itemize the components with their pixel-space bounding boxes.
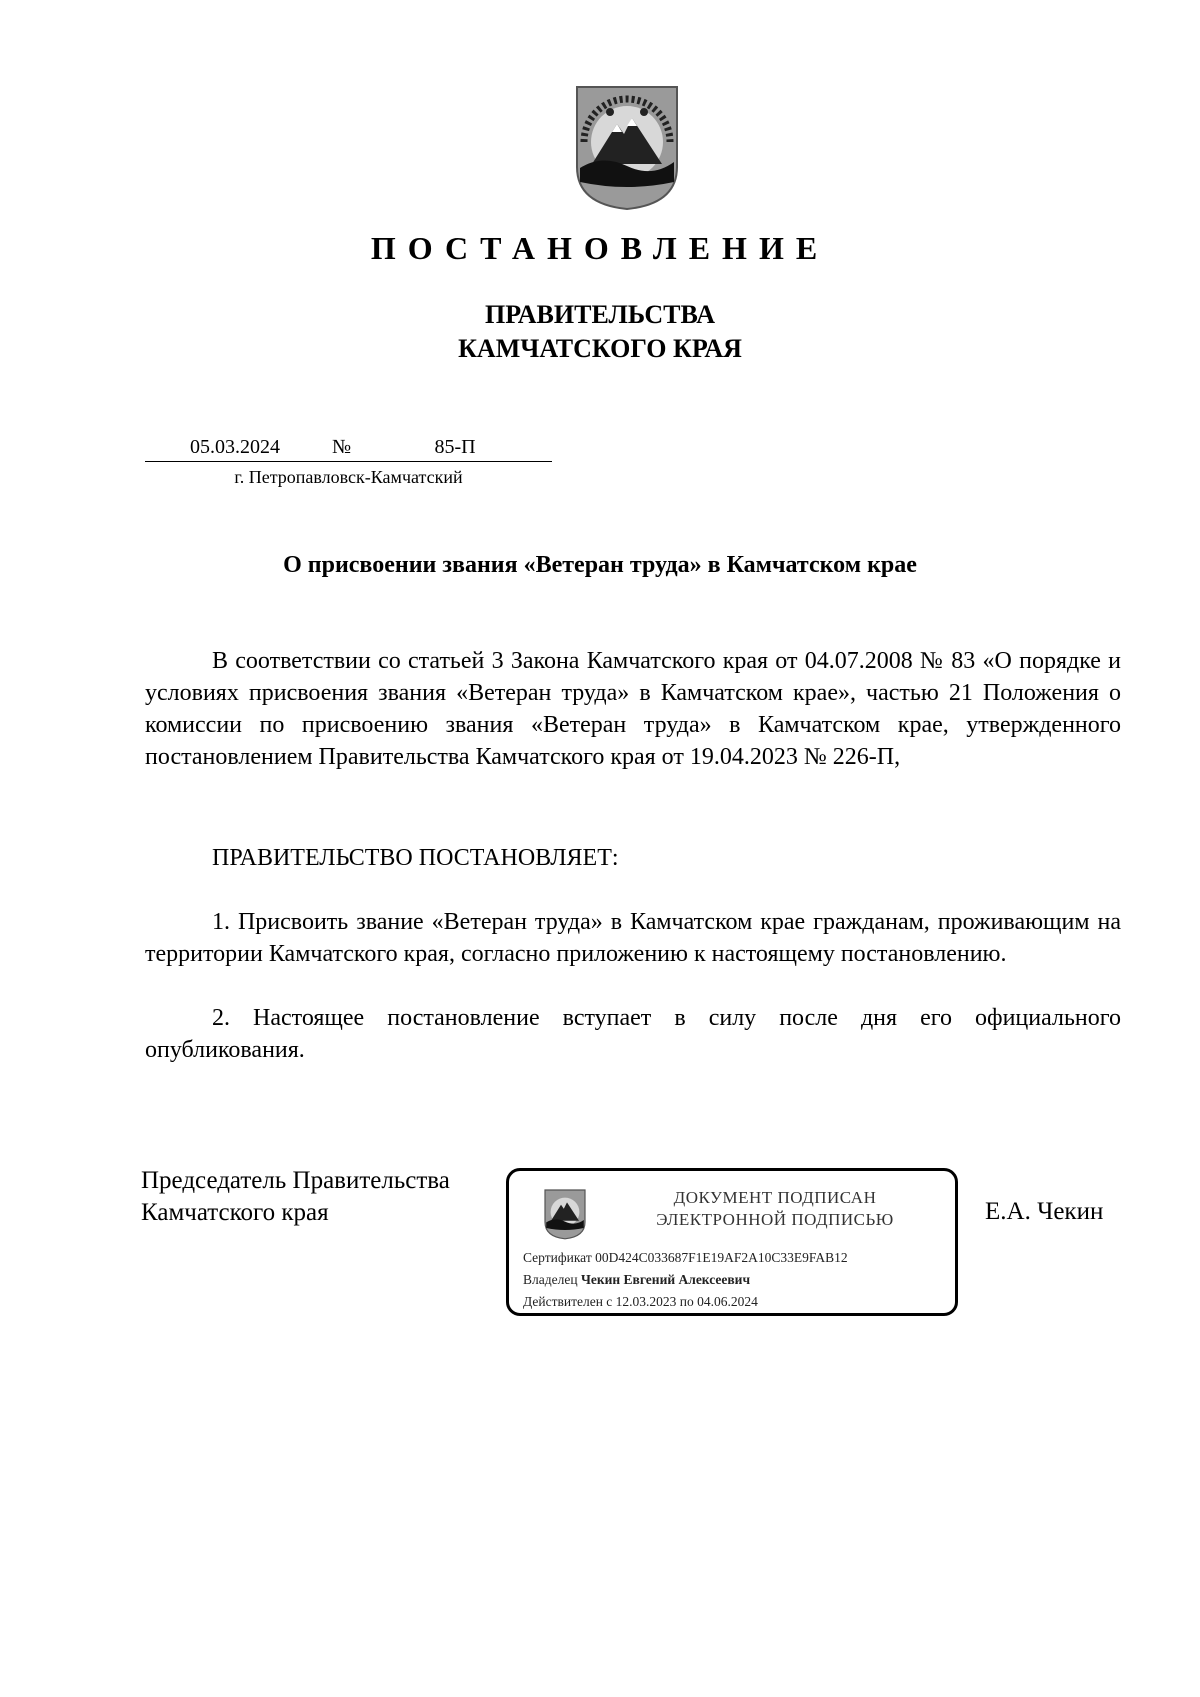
- stamp-validity: [523, 1293, 758, 1311]
- electronic-signature-stamp: [506, 1168, 958, 1316]
- preamble-paragraph: В соответствии со статьей 3 Закона Камчатского края от 04.07.2008 № 83 «О порядке и условиях присвоения звания «Ветеран труда» в Камчатском крае», частью 21 Положения о комиссии по присвоению звания «Ветеран труда» в Камчатском крае, утвержденного постановлением Правительства Камчатского края от 19.04.2023 № 226-П,: [145, 648, 1121, 770]
- signatory-position-line-2: Камчатского края: [141, 1199, 329, 1226]
- registration-number-label: №: [332, 436, 352, 458]
- issuer-line-2: КАМЧАТСКОГО КРАЯ: [458, 334, 742, 363]
- signatory-position-line-1: Председатель Правительства: [141, 1167, 450, 1194]
- resolution-item-1: 1. Присвоить звание «Ветеран труда» в Камчатском крае гражданам, проживающим на территории Камчатского края, согласно приложению к настоящему постановлению.: [145, 909, 1121, 967]
- owner-label: Владелец: [523, 1272, 578, 1287]
- resolution-item-2: 2. Настоящее постановление вступает в силу после дня его официального опубликования.: [145, 1005, 1121, 1063]
- certificate-value: 00D424C033687F1E19AF2A10C33E9FAB12: [595, 1250, 848, 1265]
- registration-underline: [145, 461, 552, 462]
- registration-date: 05.03.2024: [190, 436, 280, 458]
- valid-to-label: по: [679, 1294, 694, 1309]
- stamp-title: [605, 1187, 945, 1231]
- stamp-coat-of-arms-icon: [543, 1187, 587, 1241]
- valid-label: Действителен с: [523, 1294, 613, 1309]
- stamp-owner: [523, 1271, 750, 1289]
- valid-to: 04.06.2024: [697, 1294, 758, 1309]
- signatory-position: [141, 1165, 450, 1229]
- issuer-line-1: ПРАВИТЕЛЬСТВА: [485, 300, 715, 329]
- document-subject: О присвоении звания «Ветеран труда» в Камчатском крае: [283, 552, 917, 578]
- valid-from: 12.03.2023: [615, 1294, 677, 1309]
- stamp-certificate: [523, 1249, 848, 1267]
- registration-number: 85-П: [434, 436, 476, 458]
- coat-of-arms-icon: [572, 82, 682, 212]
- document-type-title: ПОСТАНОВЛЕНИЕ: [370, 230, 830, 266]
- registration-city: г. Петропавловск-Камчатский: [234, 467, 463, 487]
- signer-name: Е.А. Чекин: [985, 1198, 1104, 1225]
- owner-value: Чекин Евгений Алексеевич: [580, 1272, 751, 1287]
- stamp-title-line-2: ЭЛЕКТРОННОЙ ПОДПИСЬЮ: [656, 1210, 894, 1229]
- ruling-heading: ПРАВИТЕЛЬСТВО ПОСТАНОВЛЯЕТ:: [212, 845, 619, 871]
- certificate-label: Сертификат: [523, 1250, 592, 1265]
- stamp-title-line-1: ДОКУМЕНТ ПОДПИСАН: [673, 1188, 877, 1207]
- issuer-name: [0, 298, 1200, 366]
